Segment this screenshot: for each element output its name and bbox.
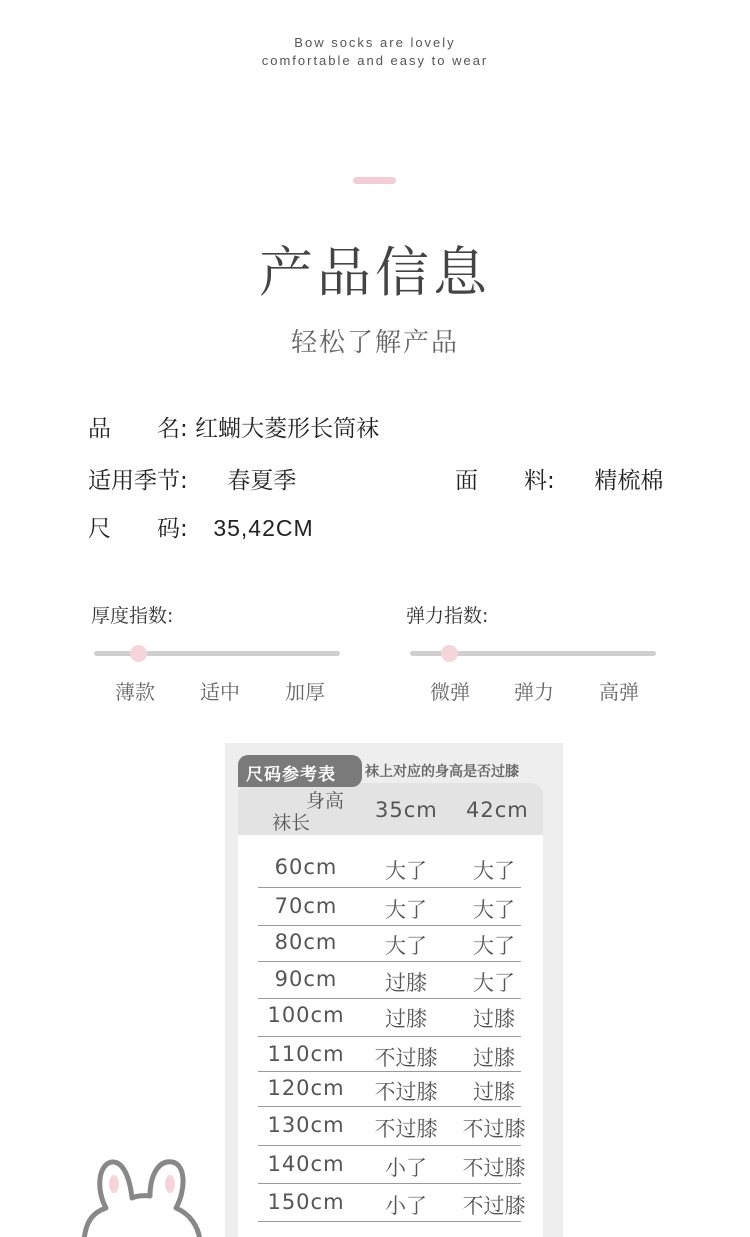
row-fit-cell: 大了 <box>473 898 515 922</box>
row-fit-cell: 大了 <box>385 859 427 883</box>
row-fit-cell: 小了 <box>385 1194 427 1218</box>
row-height-cell: 60cm <box>274 855 338 879</box>
elasticity-tick-slight: 微弹 <box>430 680 470 704</box>
row-fit-cell: 不过膝 <box>462 1117 526 1141</box>
elasticity-label: 弹力指数: <box>406 605 489 627</box>
row-divider <box>258 1036 521 1037</box>
page-subtitle: 轻松了解产品 <box>290 328 459 358</box>
accent-bar <box>353 177 396 184</box>
row-divider <box>258 961 521 962</box>
header-col-42: 42cm <box>466 798 529 822</box>
row-divider <box>258 1071 521 1072</box>
tagline-line-2: comfortable and easy to wear <box>261 53 489 68</box>
tagline <box>0 34 750 70</box>
row-fit-cell: 小了 <box>385 1156 427 1180</box>
season-label: 适用季节: <box>88 468 188 494</box>
fabric-value: 精梳棉 <box>594 468 664 494</box>
row-fit-cell: 大了 <box>385 898 427 922</box>
elasticity-tick-high: 高弹 <box>599 680 639 704</box>
elasticity-tick-medium: 弹力 <box>514 680 554 704</box>
row-fit-cell: 大了 <box>473 859 515 883</box>
size-table-badge-text: 尺码参考表 <box>246 765 336 785</box>
thickness-tick-medium: 适中 <box>200 680 240 704</box>
row-fit-cell: 不过膝 <box>374 1117 438 1141</box>
tagline-line-1: Bow socks are lovely <box>294 35 456 50</box>
row-fit-cell: 不过膝 <box>462 1156 526 1180</box>
row-divider <box>258 998 521 999</box>
size-table-note: 袜上对应的身高是否过膝 <box>365 764 519 780</box>
size-label: 尺 码: <box>88 516 188 542</box>
row-fit-cell: 过膝 <box>473 1080 515 1104</box>
row-height-cell: 70cm <box>274 894 338 918</box>
size-value: 35,42CM <box>213 515 314 541</box>
row-fit-cell: 不过膝 <box>462 1194 526 1218</box>
season-row <box>88 462 296 495</box>
row-height-cell: 130cm <box>267 1113 345 1137</box>
row-divider <box>258 925 521 926</box>
size-row <box>88 510 314 543</box>
row-height-cell: 100cm <box>267 1003 345 1027</box>
thickness-knob <box>130 645 147 662</box>
row-fit-cell: 大了 <box>473 971 515 995</box>
row-height-cell: 140cm <box>267 1152 345 1176</box>
thickness-tick-thick: 加厚 <box>285 680 325 704</box>
header-length: 袜长 <box>272 812 311 834</box>
row-fit-cell: 大了 <box>385 934 427 958</box>
season-value: 春夏季 <box>227 468 297 494</box>
row-fit-cell: 过膝 <box>473 1046 515 1070</box>
row-height-cell: 110cm <box>267 1042 345 1066</box>
row-fit-cell: 不过膝 <box>374 1080 438 1104</box>
page-title: 产品信息 <box>259 241 491 304</box>
thickness-tick-thin: 薄款 <box>115 680 155 704</box>
product-name-row <box>88 410 379 443</box>
bunny-icon <box>74 1150 214 1237</box>
row-divider <box>258 1221 521 1222</box>
row-height-cell: 120cm <box>267 1076 345 1100</box>
row-divider <box>258 887 521 888</box>
row-divider <box>258 1145 521 1146</box>
row-fit-cell: 不过膝 <box>374 1046 438 1070</box>
product-name-value: 红蝴大菱形长筒袜 <box>195 416 380 442</box>
row-fit-cell: 过膝 <box>385 971 427 995</box>
header-height: 身高 <box>306 790 345 812</box>
row-height-cell: 150cm <box>267 1190 345 1214</box>
row-fit-cell: 大了 <box>473 934 515 958</box>
header-col-35: 35cm <box>375 798 438 822</box>
row-fit-cell: 过膝 <box>385 1007 427 1031</box>
row-divider <box>258 1106 521 1107</box>
row-divider <box>258 1183 521 1184</box>
fabric-label: 面 料: <box>455 468 555 494</box>
row-fit-cell: 过膝 <box>473 1007 515 1031</box>
row-height-cell: 80cm <box>274 930 338 954</box>
product-name-label: 品 名: <box>88 416 188 442</box>
thickness-label: 厚度指数: <box>91 605 174 627</box>
fabric-row <box>455 462 663 495</box>
row-height-cell: 90cm <box>274 967 338 991</box>
elasticity-knob <box>441 645 458 662</box>
